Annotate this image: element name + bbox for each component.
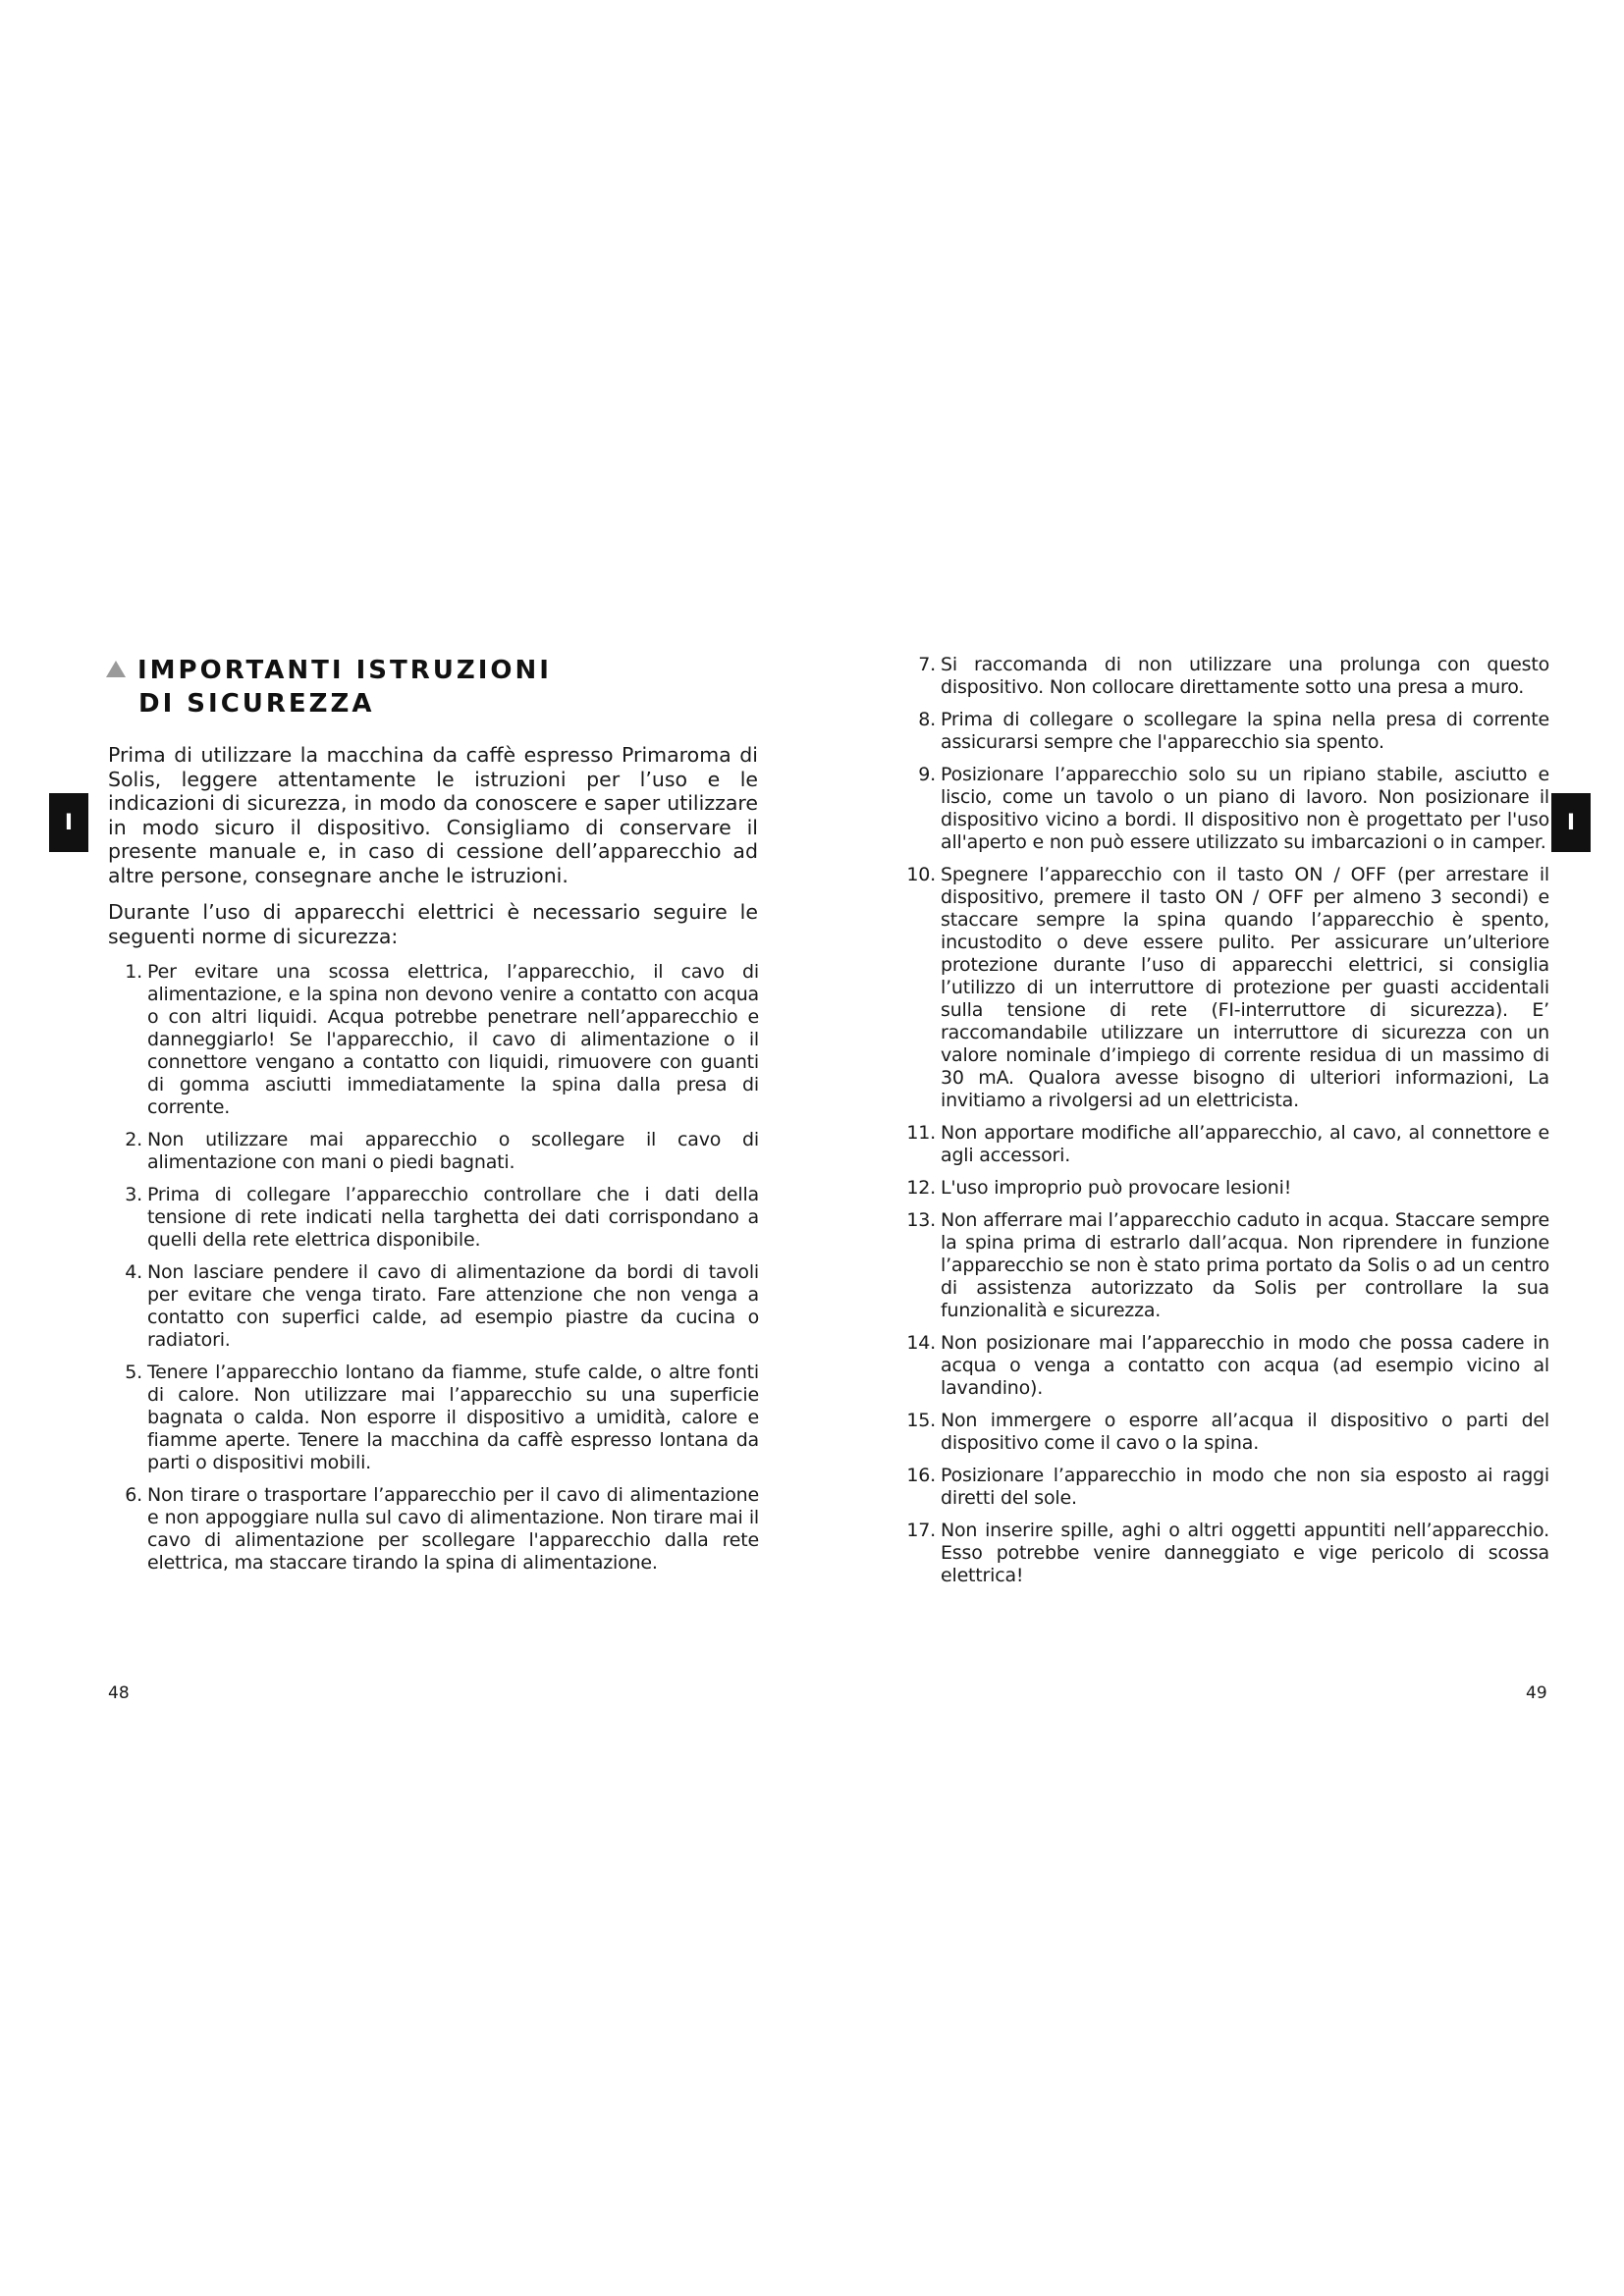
rule-item-13	[898, 1209, 1549, 1322]
rule-text: Per evitare una scossa elettrica, l’apparecchio, il cavo di alimentazione, e la spina non devono venire a contatto con acqua o con altri liquidi. Acqua potrebbe penetrare nell’apparecchio e danneggiarlo! Se l'apparecchio, il cavo di alimentazione o il connettore vengano a contatto con liquidi, rimuovere con guanti di gomma asciutti immediatamente la spina dalla presa di corrente.	[147, 961, 759, 1118]
rule-number: 8.	[918, 709, 936, 730]
rule-item-10	[898, 864, 1549, 1112]
rule-item-11	[898, 1122, 1549, 1167]
rule-number: 2.	[125, 1129, 142, 1150]
rule-item-16	[898, 1465, 1549, 1510]
rule-item-15	[898, 1410, 1549, 1455]
rule-number: 4.	[125, 1261, 142, 1283]
rule-item-9	[898, 764, 1549, 854]
rule-item-17	[898, 1520, 1549, 1587]
rule-text: Non inserire spille, aghi o altri oggetti appuntiti nell’apparecchio. Esso potrebbe venire danneggiato e vige pericolo di scossa elettrica!	[941, 1520, 1549, 1586]
rule-text: Posizionare l’apparecchio solo su un ripiano stabile, asciutto e liscio, come un tavolo o un piano di lavoro. Non posizionare il dispositivo vicino a bordi. Il dispositivo non è progettato per l'uso all'aperto e non può essere utilizzato su imbarcazioni o in camper.	[941, 764, 1549, 853]
rule-text: Non afferrare mai l’apparecchio caduto in acqua. Staccare sempre la spina prima di estrarlo dall’acqua. Non riprendere in funzione l’apparecchio se non è stato prima portato da Solis o ad un centro di assistenza autorizzato da Solis per controllare la sua funzionalità e sicurezza.	[941, 1209, 1549, 1321]
rule-item-14	[898, 1332, 1549, 1400]
rule-text: Posizionare l’apparecchio in modo che non sia esposto ai raggi diretti del sole.	[941, 1465, 1549, 1509]
rule-number: 10.	[906, 864, 936, 885]
rules-intro-paragraph: Durante l’uso di apparecchi elettrici è necessario seguire le seguenti norme di sicurezza:	[108, 900, 758, 948]
rule-text: Prima di collegare l’apparecchio controllare che i dati della tensione di rete indicati nella targhetta dei dati corrispondano a quelli della rete elettrica disponibile.	[147, 1184, 759, 1251]
rule-text: Non utilizzare mai apparecchio o scollegare il cavo di alimentazione con mani o piedi bagnati.	[147, 1129, 759, 1173]
rule-item-6	[111, 1484, 759, 1575]
rule-item-8	[898, 709, 1549, 754]
safety-rules-list-left	[111, 961, 759, 1584]
rule-number: 12.	[906, 1177, 936, 1199]
heading-line-1: IMPORTANTI ISTRUZIONI	[137, 656, 552, 685]
rule-number: 11.	[906, 1122, 936, 1144]
safety-rules-list-right	[898, 654, 1549, 1597]
rule-text: Non apportare modifiche all’apparecchio, al cavo, al connettore e agli accessori.	[941, 1122, 1549, 1166]
rule-number: 7.	[918, 654, 936, 675]
rule-number: 15.	[906, 1410, 936, 1431]
language-tab-italian: I	[49, 793, 88, 852]
rule-item-5	[111, 1362, 759, 1474]
rule-item-2	[111, 1129, 759, 1174]
rule-text: L'uso improprio può provocare lesioni!	[941, 1177, 1292, 1199]
rule-number: 14.	[906, 1332, 936, 1354]
rule-number: 5.	[125, 1362, 142, 1383]
page-number: 48	[108, 1683, 130, 1703]
warning-triangle-icon	[106, 661, 126, 677]
rule-number: 3.	[125, 1184, 142, 1205]
rule-text: Spegnere l’apparecchio con il tasto ON / OFF (per arrestare il dispositivo, premere il tasto ON / OFF per almeno 3 secondi) e staccare sempre la spina quando l’apparecchio è spento, incustodito o deve essere pulito. Per assicurare un’ulteriore protezione durante l’uso di apparecchi elettrici, si consiglia l’utilizzo di un interruttore di protezione per guasti accidentali sulla tensione di rete (FI-interruttore di sicurezza). E’ raccomandabile utilizzare un interruttore di sicurezza con un valore nominale d’impiego di corrente residua di un massimo di 30 mA. Qualora avesse bisogno di ulteriori informazioni, La invitiamo a rivolgersi ad un elettricista.	[941, 864, 1549, 1111]
rule-number: 6.	[125, 1484, 142, 1506]
rule-text: Prima di collegare o scollegare la spina nella presa di corrente assicurarsi sempre che l'apparecchio sia spento.	[941, 709, 1549, 753]
section-heading	[106, 654, 552, 721]
rule-text: Non lasciare pendere il cavo di alimentazione da bordi di tavoli per evitare che venga tirato. Fare attenzione che non venga a contatto con superfici calde, ad esempio piastre da cucina o radiatori.	[147, 1261, 759, 1351]
rule-item-12	[898, 1177, 1549, 1200]
rule-text: Tenere l’apparecchio lontano da fiamme, stufe calde, o altre fonti di calore. Non utilizzare mai l’apparecchio su una superficie bagnata o calda. Non esporre il dispositivo a umidità, calore e fiamme aperte. Tenere la macchina da caffè espresso lontana da parti o dispositivi mobili.	[147, 1362, 759, 1473]
rule-number: 17.	[906, 1520, 936, 1541]
language-tab-italian: I	[1551, 793, 1591, 852]
rule-item-1	[111, 961, 759, 1119]
rule-number: 1.	[125, 961, 142, 983]
rule-item-4	[111, 1261, 759, 1352]
page-number: 49	[1526, 1683, 1547, 1703]
rule-number: 13.	[906, 1209, 936, 1231]
rule-number: 9.	[918, 764, 936, 785]
rule-item-7	[898, 654, 1549, 699]
heading-line-2: DI SICUREZZA	[138, 689, 375, 719]
rule-text: Non posizionare mai l’apparecchio in modo che possa cadere in acqua o venga a contatto con acqua (ad esempio vicino al lavandino).	[941, 1332, 1549, 1399]
rule-text: Non immergere o esporre all’acqua il dispositivo o parti del dispositivo come il cavo o la spina.	[941, 1410, 1549, 1454]
rule-item-3	[111, 1184, 759, 1252]
page-right	[812, 0, 1624, 2296]
rule-text: Si raccomanda di non utilizzare una prolunga con questo dispositivo. Non collocare direttamente sotto una presa a muro.	[941, 654, 1549, 698]
rule-number: 16.	[906, 1465, 936, 1486]
rule-text: Non tirare o trasportare l’apparecchio per il cavo di alimentazione e non appoggiare nulla sul cavo di alimentazione. Non tirare mai il cavo di alimentazione per scollegare l'apparecchio dalla rete elettrica, ma staccare tirando la spina di alimentazione.	[147, 1484, 759, 1574]
intro-paragraph: Prima di utilizzare la macchina da caffè espresso Primaroma di Solis, leggere attentamente le istruzioni per l’uso e le indicazioni di sicurezza, in modo da conoscere e saper utilizzare in modo sicuro il dispositivo. Consigliamo di conservare il presente manuale e, in caso di cessione dell’apparecchio ad altre persone, consegnare anche le istruzioni.	[108, 743, 758, 887]
